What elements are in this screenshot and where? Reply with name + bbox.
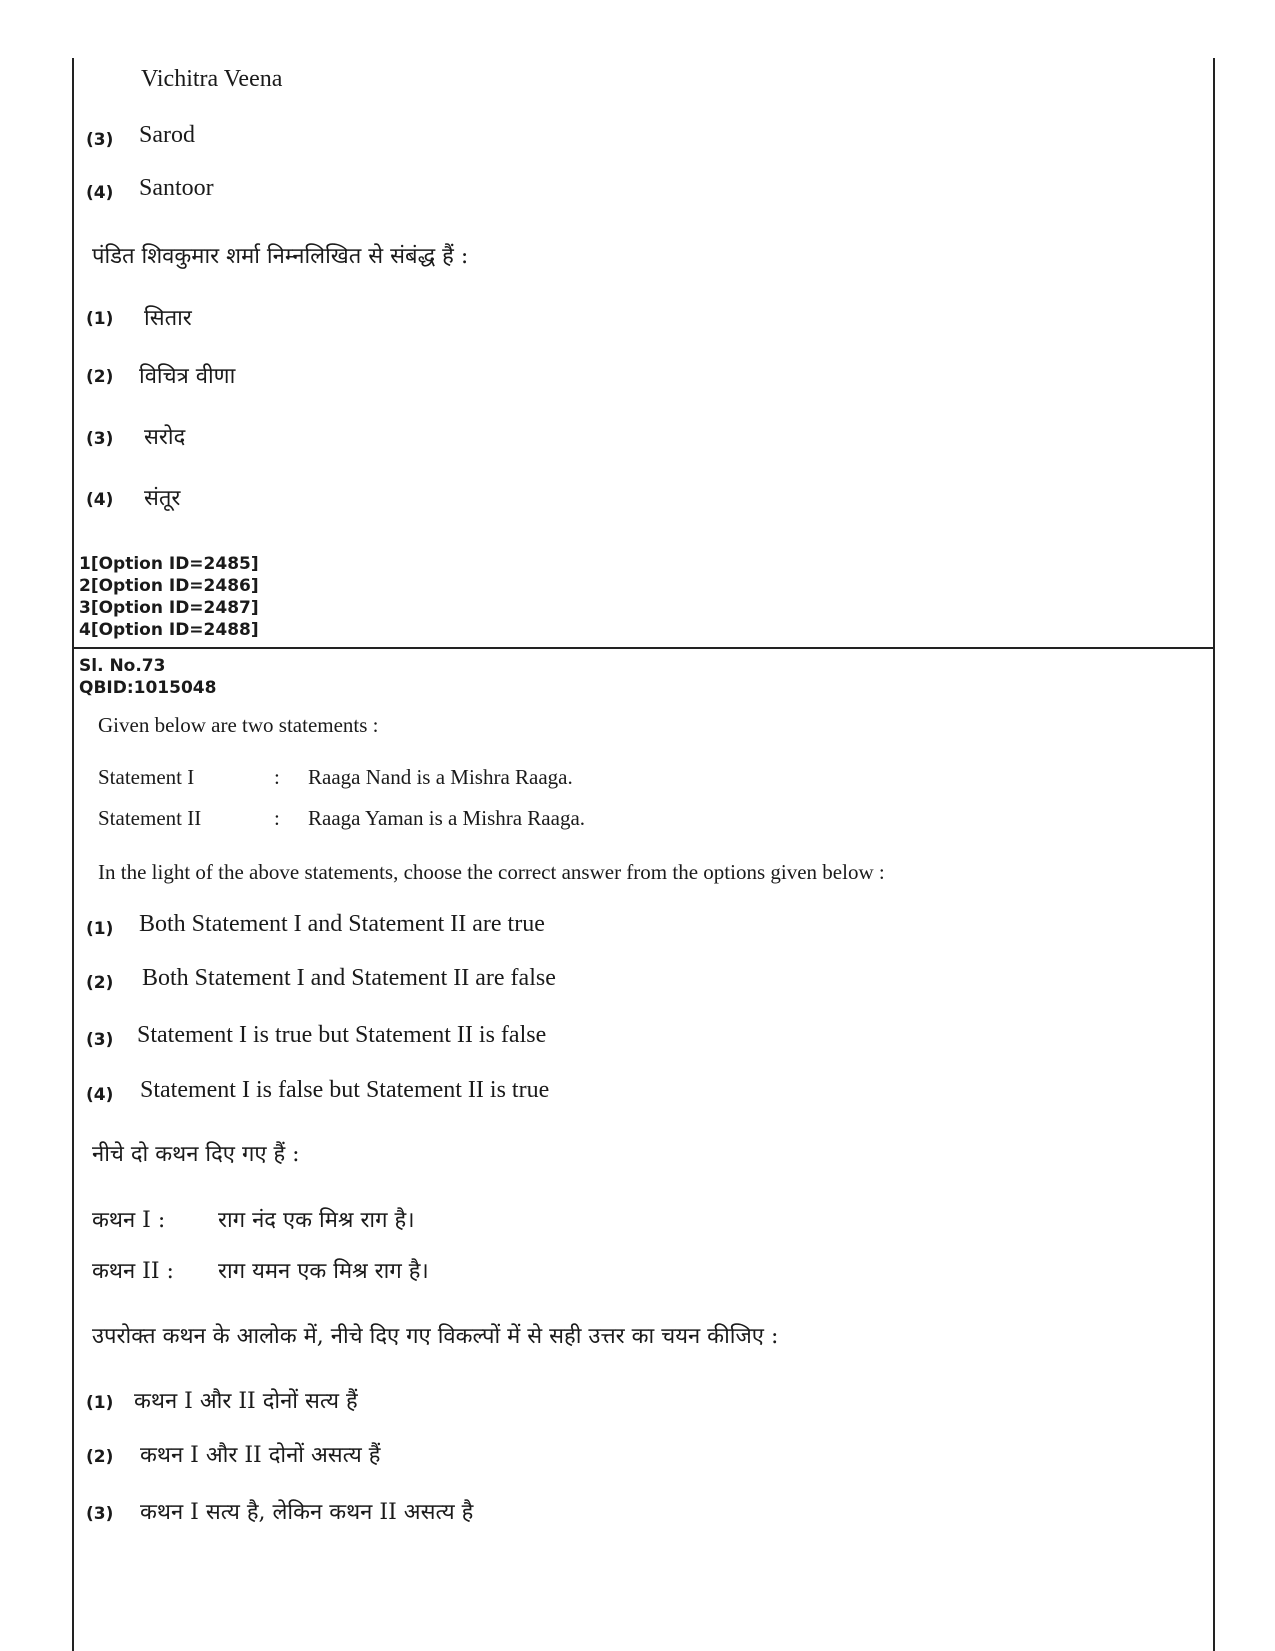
statement-hi-1-text: राग नंद एक मिश्र राग है। xyxy=(218,1208,415,1233)
option-id-4: 4[Option ID=2488] xyxy=(79,620,259,640)
option-hi-3-number: (3) xyxy=(86,429,114,449)
option-en-4-number: (4) xyxy=(86,183,114,203)
option-hi-3-number: (3) xyxy=(86,1504,114,1524)
option-hi-2-number: (2) xyxy=(86,1447,114,1467)
option-en-4-text: Santoor xyxy=(139,175,214,201)
option-en-1-text: Both Statement I and Statement II are true xyxy=(139,911,545,937)
question-intro-en: Given below are two statements : xyxy=(98,713,379,737)
statement-hi-2-text: राग यमन एक मिश्र राग है। xyxy=(218,1259,429,1284)
statement-1-separator: : xyxy=(274,765,280,789)
question-hindi-text: पंडित शिवकुमार शर्मा निम्नलिखित से संबंद्ध हैं : xyxy=(92,244,469,269)
page-frame-left-border xyxy=(72,58,74,1651)
statement-hi-1-label: कथन I : xyxy=(92,1208,166,1233)
option-en-3-text: Statement I is true but Statement II is false xyxy=(137,1022,547,1048)
page-frame-right-border xyxy=(1213,58,1215,1651)
option-id-1: 1[Option ID=2485] xyxy=(79,554,259,574)
option-hi-4-text: संतूर xyxy=(144,486,181,511)
serial-number: Sl. No.73 xyxy=(79,656,166,676)
option-hi-2-text: विचित्र वीणा xyxy=(139,364,236,389)
question-intro-hi: नीचे दो कथन दिए गए हैं : xyxy=(92,1142,300,1167)
option-id-list xyxy=(79,553,259,641)
option-hi-2-number: (2) xyxy=(86,367,114,387)
statement-1-label: Statement I xyxy=(98,765,195,789)
option-hi-2-text: कथन I और II दोनों असत्य हैं xyxy=(140,1443,381,1468)
option-id-2: 2[Option ID=2486] xyxy=(79,576,259,596)
option-en-3-number: (3) xyxy=(86,130,114,150)
option-hi-1-number: (1) xyxy=(86,1393,114,1413)
option-hi-3-text: कथन I सत्य है, लेकिन कथन II असत्य है xyxy=(140,1500,474,1525)
question-divider xyxy=(72,647,1215,649)
question-instruction-en: In the light of the above statements, choose the correct answer from the options given below : xyxy=(98,860,885,884)
option-en-3-number: (3) xyxy=(86,1030,114,1050)
option-hi-3-text: सरोद xyxy=(144,425,186,450)
option-en-4-text: Statement I is false but Statement II is true xyxy=(140,1077,550,1103)
qbid: QBID:1015048 xyxy=(79,678,217,698)
statement-hi-2-label: कथन II : xyxy=(92,1259,174,1284)
option-en-3-text: Sarod xyxy=(139,122,195,148)
question-instruction-hi: उपरोक्त कथन के आलोक में, नीचे दिए गए विकल्पों में से सही उत्तर का चयन कीजिए : xyxy=(92,1324,779,1349)
statement-1-text: Raaga Nand is a Mishra Raaga. xyxy=(308,765,573,789)
option-en-2-number: (2) xyxy=(86,973,114,993)
statement-2-text: Raaga Yaman is a Mishra Raaga. xyxy=(308,806,586,830)
option-en-2-text: Both Statement I and Statement II are false xyxy=(142,965,556,991)
option-en-2-text: Vichitra Veena xyxy=(141,66,283,92)
option-hi-1-number: (1) xyxy=(86,309,114,329)
statement-2-label: Statement II xyxy=(98,806,202,830)
option-id-3: 3[Option ID=2487] xyxy=(79,598,259,618)
option-hi-4-number: (4) xyxy=(86,490,114,510)
option-en-4-number: (4) xyxy=(86,1085,114,1105)
option-hi-1-text: कथन I और II दोनों सत्य हैं xyxy=(134,1389,358,1414)
option-hi-1-text: सितार xyxy=(144,306,192,331)
option-en-1-number: (1) xyxy=(86,919,114,939)
question-header xyxy=(79,655,216,699)
statement-2-separator: : xyxy=(274,806,280,830)
